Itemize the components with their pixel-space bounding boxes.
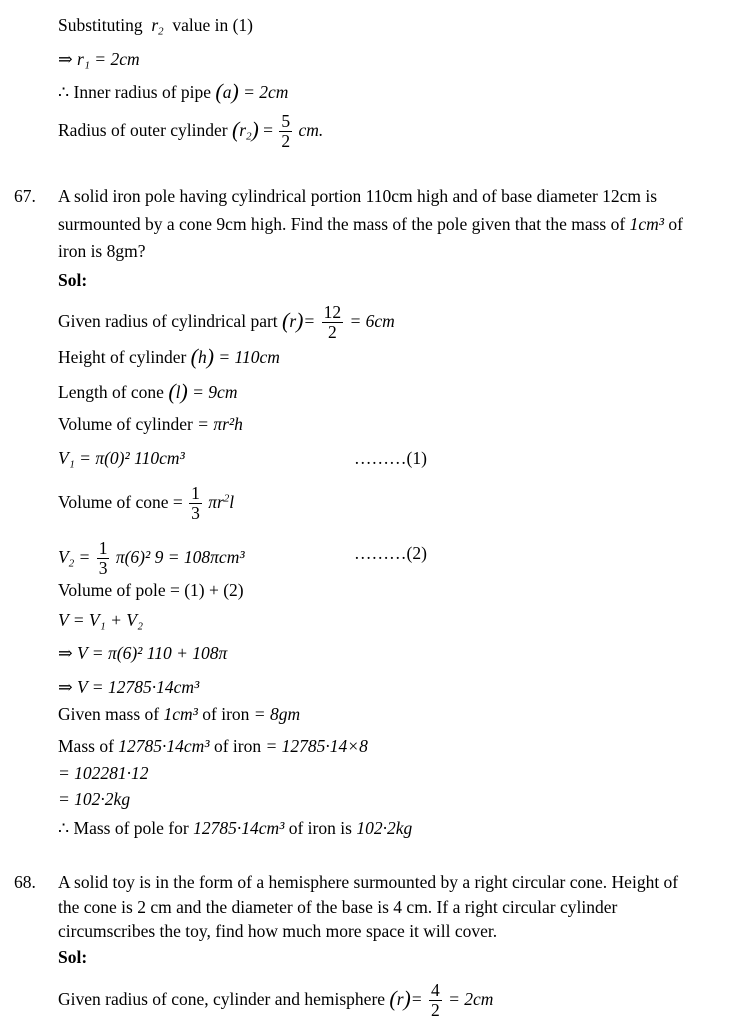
question-67-text-line2: surmounted by a cone 9cm high. Find the mass of the pole given that the mass of 1cm³ of <box>58 214 683 234</box>
r2-symbol: $r_2$ <box>146 15 164 38</box>
q67-v1-equation: V₁ = π(0)² 110cm³ <box>58 448 185 468</box>
outer-radius-fraction: $\frac{5}{2}$ <box>281 111 291 151</box>
q67-cone-length-line: Length of cone (l) = 9cm <box>58 380 238 404</box>
q67-cone-fraction: $\frac{1}{3}$ <box>191 483 200 523</box>
q67-eq-2: = 102·2kg <box>58 789 131 809</box>
q67-v-expand: ⇒ V = π(6)² 110 + 108π <box>58 643 228 663</box>
q67-ref-1: ………(1) <box>354 448 427 468</box>
q67-radius-line: Given radius of cylindrical part (r)= $\frac{12}{2}$ = 6cm <box>58 302 395 342</box>
q67-volume-cylinder-line: Volume of cylinder = πr²h <box>58 414 243 434</box>
question-67-text-line1: A solid iron pole having cylindrical portion 110cm high and of base diameter 12cm is <box>58 186 658 206</box>
q67-given-mass-line: Given mass of 1cm³ of iron = 8gm <box>58 704 301 724</box>
q67-volume-pole-line: Volume of pole = (1) + (2) <box>58 580 244 600</box>
question-68-number: 68. <box>14 872 36 892</box>
outer-radius-line: Radius of outer cylinder $(r_2)$ = $\frac{5}{2}$ cm. <box>58 111 324 151</box>
inner-radius-symbol: (a) <box>215 80 239 104</box>
q67-mass-of-line: Mass of 12785·14cm³ of iron = 12785·14×8 <box>58 736 368 756</box>
question-67-sol-label: Sol: <box>58 270 88 290</box>
q68-radius-line: Given radius of cone, cylinder and hemisphere (r)= $\frac{4}{2}$ = 2cm <box>58 980 494 1020</box>
question-68-sol-label: Sol: <box>58 947 88 967</box>
q67-eq-1: = 102281·12 <box>58 763 149 783</box>
q67-radius-fraction: $\frac{12}{2}$ <box>323 302 342 342</box>
q68-radius-fraction: $\frac{4}{2}$ <box>430 980 440 1020</box>
inner-radius-line: ∴ Inner radius of pipe (a) = 2cm <box>58 80 289 104</box>
q67-final-line: ∴ Mass of pole for 12785·14cm³ of iron is 102·2kg <box>58 818 413 838</box>
q67-volume-cone-line: Volume of cone = $\frac{1}{3}$ $\pi r^2l$ <box>58 483 235 523</box>
question-68-text-line1: A solid toy is in the form of a hemisphere surmounted by a right circular cone. Height of <box>58 872 679 892</box>
q67-ref-2: ………(2) <box>354 543 427 563</box>
question-67-number: 67. <box>14 186 36 206</box>
question-68-text-line3: circumscribes the toy, find how much more space it will cover. <box>58 921 498 941</box>
q67-v2-equation: $V_2$ = $\frac{1}{3}$ π(6)² 9 = 108πcm³ <box>58 538 245 578</box>
question-67-text-line3: iron is 8gm? <box>58 241 146 261</box>
outer-radius-symbol: $(r_2)$ <box>231 117 259 143</box>
question-68-text-line2: the cone is 2 cm and the diameter of the base is 4 cm. If a right circular cylinder <box>58 897 618 917</box>
substituting-line: Substituting $r_2$ value in (1) <box>58 15 254 38</box>
q67-v2-fraction: $\frac{1}{3}$ <box>98 538 108 578</box>
r1-result: ⇒ r₁ = 2cm <box>58 49 140 69</box>
q67-v-result: ⇒ V = 12785·14cm³ <box>58 677 200 697</box>
q67-height-line: Height of cylinder (h) = 110cm <box>58 345 280 369</box>
q67-v-sum: V = V₁ + V₂ <box>58 610 144 630</box>
